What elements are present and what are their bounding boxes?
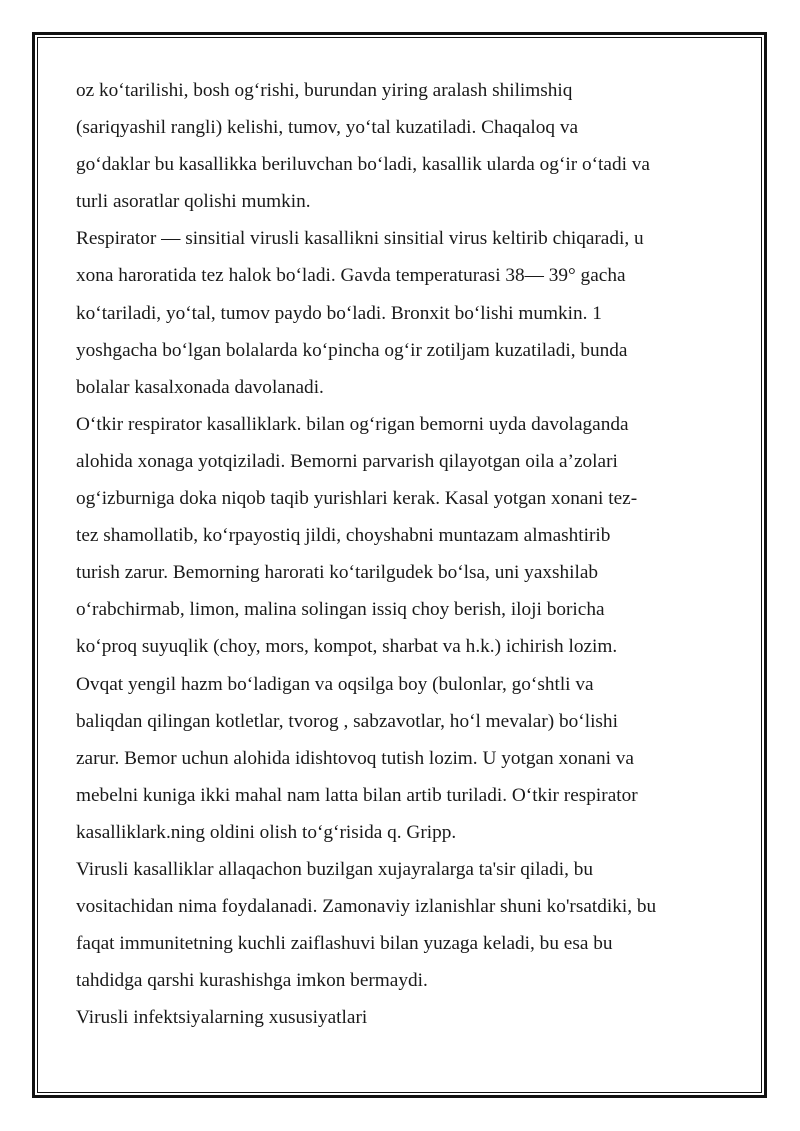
text-line: baliqdan qilingan kotletlar, tvorog , sabzavotlar, hoʻl mevalar) boʻlishi: [76, 710, 618, 732]
text-line: ogʻizburniga doka niqob taqib yurishlari kerak. Kasal yotgan xonani tez-: [76, 488, 638, 510]
text-line: (sariqyashil rangli) kelishi, tumov, yoʻtal kuzatiladi. Chaqaloq va: [76, 117, 579, 139]
text-line: Ovqat yengil hazm boʻladigan va oqsilga boy (bulonlar, goʻshtli va: [76, 673, 594, 695]
text-line: kasalliklark.ning oldini olish toʻgʻrisida q. Gripp.: [76, 821, 457, 843]
text-line: Respirator — sinsitial virusli kasallikni sinsitial virus keltirib chiqaradi, u: [76, 228, 644, 250]
text-line: koʻproq suyuqlik (choy, mors, kompot, sharbat va h.k.) ichirish lozim.: [76, 636, 618, 658]
text-line: mebelni kuniga ikki mahal nam latta bilan artib turiladi. Oʻtkir respirator: [76, 784, 638, 806]
text-line: Virusli infektsiyalarning xususiyatlari: [76, 1007, 368, 1029]
text-line: tahdidga qarshi kurashishga imkon bermaydi.: [76, 970, 428, 992]
text-line: koʻtariladi, yoʻtal, tumov paydo boʻladi. Bronxit boʻlishi mumkin. 1: [76, 302, 602, 324]
text-line: turli asoratlar qolishi mumkin.: [76, 191, 311, 213]
document-body: [76, 72, 736, 1036]
text-line: tez shamollatib, koʻrpayostiq jildi, choyshabni muntazam almashtirib: [76, 525, 611, 547]
text-line: vositachidan nima foydalanadi. Zamonaviy izlanishlar shuni ko'rsatdiki, bu: [76, 896, 657, 918]
text-line: oz koʻtarilishi, bosh ogʻrishi, burundan yiring aralash shilimshiq: [76, 80, 573, 101]
text-line: Virusli kasalliklar allaqachon buzilgan xujayralarga ta'sir qiladi, bu: [76, 858, 594, 880]
text-line: bolalar kasalxonada davolanadi.: [76, 376, 324, 398]
text-line: Oʻtkir respirator kasalliklark. bilan ogʻrigan bemorni uyda davolaganda: [76, 413, 629, 435]
text-line: oʻrabchirmab, limon, malina solingan issiq choy berish, iloji boricha: [76, 599, 605, 621]
text-line: turish zarur. Bemorning harorati koʻtarilgudek boʻlsa, uni yaxshilab: [76, 562, 599, 584]
text-line: goʻdaklar bu kasallikka beriluvchan boʻladi, kasallik ularda ogʻir oʻtadi va: [76, 154, 650, 176]
text-line: xona haroratida tez halok boʻladi. Gavda temperaturasi 38— 39° gacha: [76, 265, 626, 287]
text-line: zarur. Bemor uchun alohida idishtovoq tutish lozim. U yotgan xonani va: [76, 747, 634, 769]
text-line: yoshgacha boʻlgan bolalarda koʻpincha ogʻir zotiljam kuzatiladi, bunda: [76, 339, 628, 361]
text-line: alohida xonaga yotqiziladi. Bemorni parvarish qilayotgan oila a’zolari: [76, 450, 618, 472]
text-line: faqat immunitetning kuchli zaiflashuvi bilan yuzaga keladi, bu esa bu: [76, 933, 613, 955]
